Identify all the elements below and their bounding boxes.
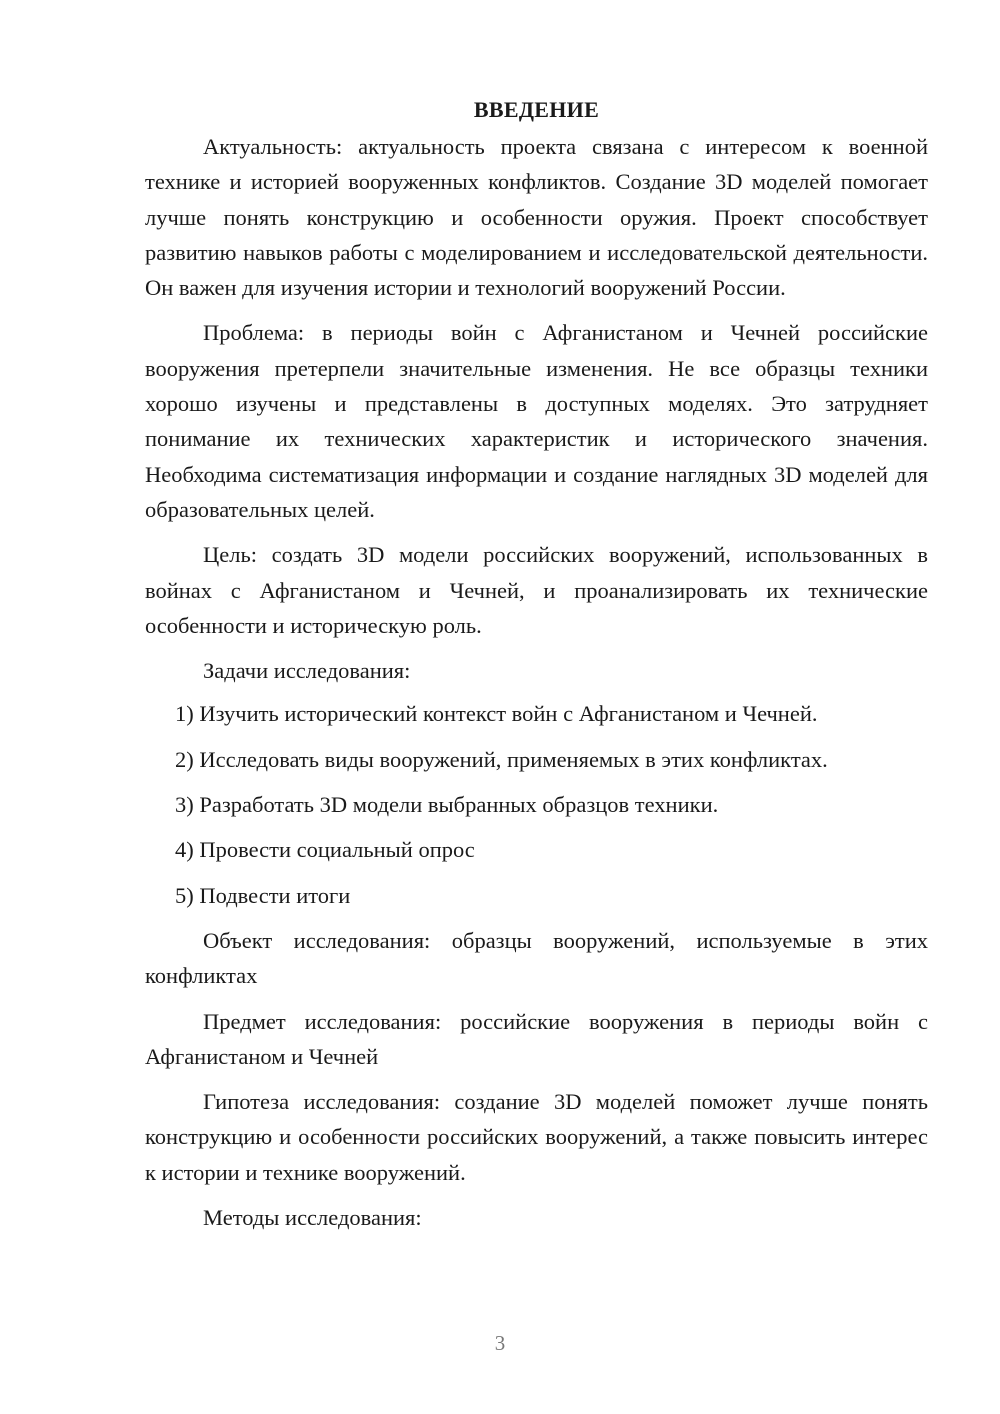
paragraph-goal: Цель: создать 3D модели российских вооружений, использованных в войнах с Афганистаном и Чечней, и проанализировать их технические особенности и историческую роль. xyxy=(145,542,928,638)
paragraph-relevance: Актуальность: актуальность проекта связана с интересом к военной технике и историей вооруженных конфликтов. Создание 3D моделей помогает лучше понять конструкцию и особенности оружия. Проект способствует развитию навыков работы с моделированием и исследовательской деятельности. Он важен для изучения истории и технологий вооружений России. xyxy=(145,134,928,301)
methods-heading: Методы исследования: xyxy=(203,1205,422,1231)
task-item: 3) Разработать 3D модели выбранных образцов техники. xyxy=(175,792,719,818)
paragraph-subject: Предмет исследования: российские вооружения в периоды войн с Афганистаном и Чечней xyxy=(145,1008,928,1069)
tasks-heading: Задачи исследования: xyxy=(203,658,411,684)
task-item: 2) Исследовать виды вооружений, применяемых в этих конфликтах. xyxy=(175,746,828,772)
section-title: ВВЕДЕНИЕ xyxy=(473,97,600,122)
task-item: 1) Изучить исторический контекст войн с Афганистаном и Чечней. xyxy=(175,701,818,727)
task-item: 5) Подвести итоги xyxy=(175,882,351,908)
tasks-list xyxy=(145,696,928,912)
task-item: 4) Провести социальный опрос xyxy=(175,837,475,863)
document-page xyxy=(145,95,928,1245)
paragraph-object: Объект исследования: образцы вооружений, используемые в этих конфликтах xyxy=(145,927,928,989)
paragraph-problem: Проблема: в периоды войн с Афганистаном и Чечней российские вооружения претерпели значительные изменения. Не все образцы техники хорошо изучены и представлены в доступных моделях. Это затрудняет понимание их технических характеристик и исторического значения. Необходима систематизация информации и создание наглядных 3D моделей для образовательных целей. xyxy=(145,320,928,522)
paragraph-hypothesis: Гипотеза исследования: создание 3D моделей поможет лучше понять конструкцию и особенности российских вооружений, а также повысить интерес к истории и технике вооружений. xyxy=(145,1089,928,1185)
page-number: 3 xyxy=(494,1331,506,1355)
